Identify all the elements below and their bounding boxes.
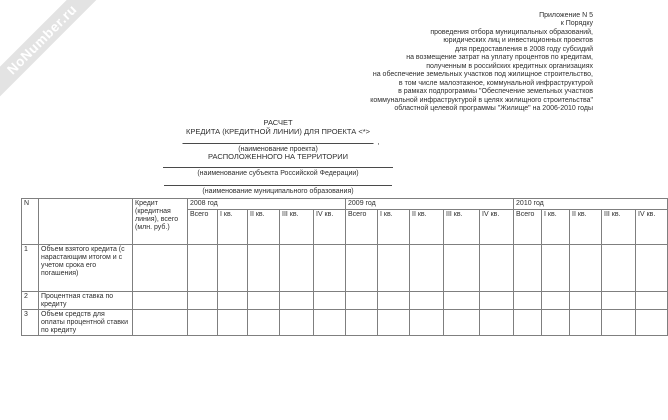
value-cell — [188, 292, 218, 310]
appendix-note-line: областной целевой программы "Жилище" на 2006-2010 годы — [394, 104, 593, 112]
doc-title-line3: РАСПОЛОЖЕННОГО НА ТЕРРИТОРИИ — [208, 152, 348, 161]
credit-calculation-table — [21, 198, 668, 336]
credit-calculation-table-clip — [21, 198, 656, 337]
number-column-header: N — [22, 199, 39, 245]
value-cell — [346, 310, 378, 336]
row-label: Объем средств для оплаты процентной ставки по кредиту — [39, 310, 133, 336]
quarter-header-2008: IV кв. — [314, 210, 346, 245]
caption-project-name: (наименование проекта) — [238, 145, 318, 153]
appendix-note-line: полученным в российских кредитных организациях — [426, 62, 593, 70]
value-cell — [570, 310, 602, 336]
value-cell — [636, 310, 668, 336]
quarter-header-2009: III кв. — [444, 210, 480, 245]
doc-title-line2: КРЕДИТА (КРЕДИТНОЙ ЛИНИИ) ДЛЯ ПРОЕКТА <*> — [185, 126, 371, 136]
value-cell — [188, 245, 218, 292]
watermark-label: NoNumber.ru — [4, 1, 80, 78]
value-cell — [602, 245, 636, 292]
value-cell — [133, 292, 188, 310]
row-number: 1 — [22, 245, 39, 292]
value-cell — [218, 292, 248, 310]
blank-project-name-line — [183, 136, 380, 146]
doc-title-line1: РАСЧЕТ — [263, 118, 293, 127]
value-cell — [570, 245, 602, 292]
quarter-header-2008: Всего — [188, 210, 218, 245]
value-cell — [133, 245, 188, 292]
row-number: 3 — [22, 310, 39, 336]
value-cell — [542, 292, 570, 310]
title-block — [0, 0, 556, 200]
value-cell — [480, 292, 514, 310]
quarter-header-2009: IV кв. — [480, 210, 514, 245]
value-cell — [480, 310, 514, 336]
appendix-note-line: Приложение N 5 — [539, 12, 593, 19]
value-cell — [444, 310, 480, 336]
quarter-header-2008: III кв. — [280, 210, 314, 245]
quarter-header-2009: Всего — [346, 210, 378, 245]
blank-municipality-line — [164, 178, 392, 186]
credit-column-header: Кредит (кредитная линия), всего (млн. руб.) — [133, 199, 188, 245]
quarter-header-2009: II кв. — [410, 210, 444, 245]
value-cell — [378, 245, 410, 292]
value-cell — [248, 245, 280, 292]
value-cell — [133, 310, 188, 336]
value-cell — [410, 292, 444, 310]
value-cell — [280, 310, 314, 336]
value-cell — [218, 245, 248, 292]
value-cell — [248, 310, 280, 336]
quarter-header-2008: I кв. — [218, 210, 248, 245]
quarter-header-2010: I кв. — [542, 210, 570, 245]
appendix-note-line: коммунальной инфраструктурой в целях жилищного строительства" — [370, 96, 593, 104]
appendix-note-line: к Порядку — [560, 20, 593, 28]
row-number: 2 — [22, 292, 39, 310]
value-cell — [218, 310, 248, 336]
row-label-column-header — [39, 199, 133, 245]
quarter-header-2008: II кв. — [248, 210, 280, 245]
appendix-note-line: проведения отбора муниципальных образований, — [430, 28, 593, 36]
caption-subject-name: (наименование субъекта Российской Федерации) — [197, 169, 359, 177]
quarter-header-2010: III кв. — [602, 210, 636, 245]
value-cell — [542, 245, 570, 292]
table-row — [22, 310, 668, 336]
appendix-note-line: на обеспечение земельных участков под жилищное строительство, — [372, 71, 593, 79]
value-cell — [346, 245, 378, 292]
value-cell — [542, 310, 570, 336]
appendix-note-line: для предоставления в 2008 году субсидий — [454, 45, 593, 53]
value-cell — [514, 292, 542, 310]
value-cell — [602, 310, 636, 336]
caption-municipality-name: (наименование муниципального образования) — [202, 187, 354, 195]
comma-after-blank: , — [377, 137, 380, 146]
value-cell — [280, 292, 314, 310]
value-cell — [248, 292, 280, 310]
appendix-note-line: в том числе малоэтажное, коммунальной инфраструктурой — [398, 79, 593, 87]
value-cell — [444, 245, 480, 292]
value-cell — [280, 245, 314, 292]
appendix-note-line: в рамках подпрограммы "Обеспечение земельных участков — [398, 88, 593, 96]
appendix-note-line: юридических лиц и инвестиционных проектов — [443, 37, 593, 45]
year-header-2009: 2009 год — [346, 199, 514, 210]
quarter-header-2009: I кв. — [378, 210, 410, 245]
value-cell — [636, 245, 668, 292]
value-cell — [378, 292, 410, 310]
value-cell — [570, 292, 602, 310]
table-row — [22, 292, 668, 310]
row-label: Объем взятого кредита (с нарастающим итогом и с учетом срока его погашения) — [39, 245, 133, 292]
appendix-note-line: на возмещение затрат на уплату процентов по кредитам, — [406, 54, 593, 62]
value-cell — [514, 310, 542, 336]
value-cell — [410, 310, 444, 336]
value-cell — [444, 292, 480, 310]
value-cell — [514, 245, 542, 292]
year-header-2010: 2010 год — [514, 199, 668, 210]
value-cell — [480, 245, 514, 292]
blank-subject-line — [163, 160, 393, 168]
value-cell — [378, 310, 410, 336]
value-cell — [346, 292, 378, 310]
value-cell — [314, 310, 346, 336]
value-cell — [314, 292, 346, 310]
year-header-2008: 2008 год — [188, 199, 346, 210]
quarter-header-2010: IV кв. — [636, 210, 668, 245]
quarter-header-2010: II кв. — [570, 210, 602, 245]
table-row — [22, 245, 668, 292]
value-cell — [636, 292, 668, 310]
value-cell — [188, 310, 218, 336]
quarter-header-2010: Всего — [514, 210, 542, 245]
value-cell — [314, 245, 346, 292]
value-cell — [602, 292, 636, 310]
value-cell — [410, 245, 444, 292]
row-label: Процентная ставка по кредиту — [39, 292, 133, 310]
